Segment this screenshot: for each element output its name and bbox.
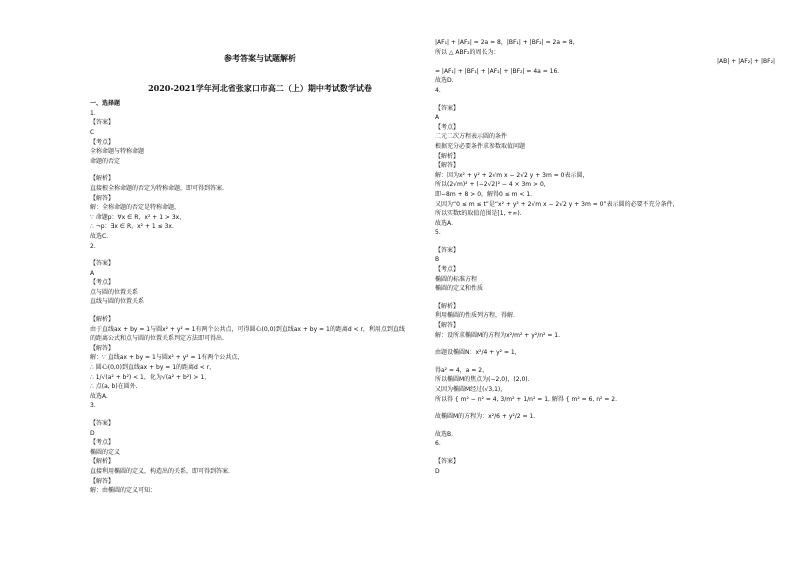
text-line: 一、选择题 [90, 100, 121, 108]
text-line: 解：∵ 直线ax + by = 1与圆x² + y² = 1有两个公共点， [90, 354, 244, 362]
spacer [435, 404, 775, 412]
text-line: 根据充分必要条件求参数取值问题 [435, 142, 526, 150]
text-line: 全称命题与特称命题 [90, 148, 145, 156]
text-line: 由于直线ax + by = 1与圆x² + y² = 1有两个公共点，可得圆心(0,0)到直线ax + by = 1的距离d < r，利用点到直线 [90, 325, 405, 333]
text-line: 【答案】 [435, 246, 460, 254]
text-line: C [90, 128, 95, 136]
text-line: 命题的否定 [90, 157, 121, 165]
text-line: 【解答】 [435, 322, 460, 330]
spacer [435, 358, 775, 366]
text-line: 所以实数t的取值范围是[1, +∞). [435, 210, 522, 218]
text-line: 2. [90, 242, 96, 250]
text-line: A [90, 269, 95, 277]
text-line: 椭圆的定义和性质 [435, 285, 484, 293]
text-line: 5. [435, 229, 441, 237]
text-line: 【考点】 [90, 439, 115, 447]
text-line: ∴ 点(a, b)在圆外. [90, 383, 138, 391]
spacer [435, 238, 775, 246]
text-line: 椭圆的标准方程 [435, 275, 478, 283]
spacer [90, 411, 430, 419]
text-line: 所以椭圆M的焦点为(−2,0)，(2,0). [435, 376, 530, 384]
text-line: 解：全称命题的否定是特称命题， [90, 204, 181, 212]
text-line: 故椭圆M的方程为：x²/6 + y²/2 = 1. [435, 413, 536, 421]
text-line: 【解析】 [90, 458, 115, 466]
text-line: |AB| + |AF₂| + |BF₂| [717, 58, 775, 66]
text-line: 即−8m + 8 > 0，解得0 ≤ m < 1. [435, 190, 533, 198]
text-line: 故选C. [90, 232, 109, 240]
text-line: D [435, 467, 440, 475]
text-line: ∴ ¬p：∃x ∈ R，x² + 1 ≤ 3x. [90, 223, 174, 231]
document-title: 参考答案与试题解析 [224, 53, 296, 63]
spacer [435, 449, 775, 457]
spacer [90, 166, 430, 174]
text-line: D [90, 429, 95, 437]
text-line: 【考点】 [90, 279, 115, 287]
text-line: = |AF₁| + |BF₁| + |AF₂| + |BF₂| = 4a = 16. [435, 67, 560, 75]
text-line: 【解答】 [90, 477, 115, 485]
text-line: 【答案】 [435, 104, 460, 112]
text-line: 【解答】 [435, 162, 460, 170]
text-line: 所以(2√m)² + (−2√2)² − 4 × 3m > 0， [435, 181, 550, 189]
document-subtitle: 2020-2021学年河北省张家口市高二（上）期中考试数学试卷 [148, 82, 372, 93]
text-line: 【考点】 [435, 266, 460, 274]
text-line: 又因为“0 ≤ m ≤ t”是“x² + y² + 2√m x − 2√2 y + 3m = 0”表示圆的必要不充分条件， [435, 200, 679, 208]
spacer [435, 422, 775, 430]
text-line: 得a² = 4，a = 2， [435, 366, 489, 374]
text-line: 所以得 { m² − n² = 4, 3/m² + 1/n² = 1, 解得 { m² = 6, n² = 2. [435, 395, 617, 403]
text-line: 利用椭圆的性质列方程，得解. [435, 312, 515, 320]
text-line: 【考点】 [90, 138, 115, 146]
text-line: 又因为椭圆M经过(√3,1)， [435, 386, 507, 393]
text-line: 解：设所求椭圆M的方程为x²/m² + y²/n² = 1. [435, 331, 560, 339]
text-line: 3. [90, 402, 96, 410]
text-line: 的距离公式和点与圆的位置关系判定方法即可得出. [90, 335, 224, 343]
text-line: 故选A. [90, 392, 108, 400]
text-line: 椭圆的定义 [90, 448, 121, 456]
spacer [435, 96, 775, 104]
text-line: |AF₁| + |AF₂| = 2a = 8，|BF₁| + |BF₂| = 2a = 8， [435, 39, 579, 46]
text-line: 解：由椭圆的定义可知： [90, 487, 157, 495]
text-line: 4. [435, 86, 441, 94]
text-line: 【解答】 [90, 194, 115, 202]
text-line: 故选B. [435, 430, 454, 438]
text-line: 【答案】 [90, 420, 115, 427]
right-column [435, 38, 775, 476]
text-line: 【答案】 [90, 119, 115, 127]
text-line: 【解答】 [90, 344, 115, 352]
right-column-body [435, 38, 775, 476]
text-line: ∵ 命题p：∀x ∈ R，x² + 1 > 3x， [90, 213, 186, 221]
spacer [435, 294, 775, 302]
text-line: 6. [435, 440, 441, 448]
left-column-body [90, 99, 430, 496]
spacer [90, 307, 430, 315]
text-line: 直接根全称命题的否定为特称命题，即可得到答案. [90, 184, 224, 192]
text-line: 解：因为x² + y² + 2√m x − 2√2 y + 3m = 0表示圆， [435, 171, 589, 179]
text-line: 【答案】 [435, 457, 460, 465]
text-line: 所以 △ ABF₂的周长为： [435, 48, 500, 56]
text-line: 1. [90, 109, 96, 117]
text-line: 故选D. [435, 77, 454, 85]
text-line: 直接利用椭圆的定义，构造出的关系，即可得到答案. [90, 467, 230, 475]
text-line: 【解析】 [90, 316, 115, 324]
text-line: 【答案】 [90, 260, 115, 268]
text-line: 点与圆的位置关系 [90, 288, 139, 296]
text-line: 【解析】 [90, 175, 115, 183]
left-column [90, 36, 430, 496]
text-line: ∴ 1/√(a² + b²) < 1，化为√(a² + b²) > 1， [90, 373, 211, 381]
spacer [90, 251, 430, 259]
text-line: 【考点】 [435, 123, 460, 131]
text-line: 【解析】 [435, 152, 460, 160]
spacer [435, 340, 775, 348]
text-line: B [435, 256, 440, 264]
text-line: 直线与圆的位置关系 [90, 298, 145, 306]
text-line: ∴ 圆心(0,0)到直线ax + by = 1的距离d < r， [90, 364, 216, 372]
text-line: 故选A. [435, 219, 453, 227]
text-line: 由题设椭圆N：x²/4 + y² = 1， [435, 349, 521, 357]
text-line: 【解析】 [435, 302, 460, 310]
text-line: A [435, 114, 440, 122]
text-line: 二元二次方程表示圆的条件 [435, 133, 508, 141]
